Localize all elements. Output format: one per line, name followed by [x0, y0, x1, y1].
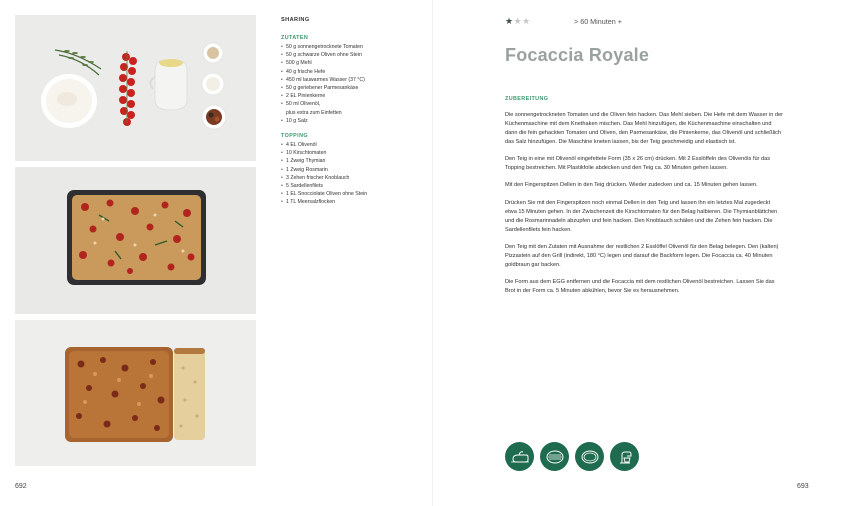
page-number-right: 693 [797, 483, 809, 490]
baking-dish-icon [575, 442, 604, 471]
sharing-label: SHARING [281, 17, 310, 23]
ingredient-item: • 2 EL Pinienkerne [281, 92, 421, 100]
rating-star-empty: ★★ [513, 16, 531, 26]
ingredient-section-heading: ZUTATEN [281, 35, 309, 41]
ingredient-item: • 40 g frische Hefe [281, 68, 421, 76]
preparation-step: Drücken Sie mit den Fingerspitzen noch einmal Dellen in den Teig und lassen ihn ein letztes Mal zugedeckt etwa 15 Minuten gehen. In der Zwischenzeit die Kirschtomaten für den Belag halbieren. Die Thymianblättchen und die Rosmarinnadeln abzupfen und fein hacken. Den Knoblauch schälen und die Zehen fein hacken. Die Sardellenfilets fein hacken. [505, 199, 778, 233]
ingredient-item: • 10 g Salz [281, 117, 421, 125]
page-number-left: 692 [15, 483, 27, 490]
ingredient-item: • 50 ml Olivenöl, [281, 100, 421, 108]
ingredient-list [281, 43, 421, 125]
ingredient-item: • 50 g schwarze Oliven ohne Stein [281, 51, 421, 59]
ingredient-item: • 500 g Mehl [281, 59, 421, 67]
ingredient-item: • 450 ml lauwarmes Wasser (37 °C) [281, 76, 421, 84]
ingredient-item: • 10 Kirschtomaten [281, 149, 421, 157]
ingredient-item: • 3 Zehen frischer Knoblauch [281, 174, 421, 182]
ingredient-item: • 4 EL Olivenöl [281, 141, 421, 149]
equipment-icons [505, 442, 639, 471]
preparation-step: Den Teig in eine mit Olivenöl eingefettete Form (35 x 26 cm) drücken. Mit 2 Esslöffeln des Olivenöls für das Topping bestreichen. Mit Plastikfolie abdecken und den Teig ca. 30 Minuten gehen lassen. [505, 156, 770, 172]
ingredient-item: • 1 Zweig Thymian [281, 157, 421, 165]
ingredient-item: • 50 g geriebener Parmesankäse [281, 84, 421, 92]
page-gutter [432, 0, 433, 506]
pizza-stone-icon [540, 442, 569, 471]
preparation-step: Die Form aus dem EGG entfernen und die Focaccia mit dem restlichen Olivenöl bestreichen. Lassen Sie das Brot in der Form ca. 5 Minuten abkühlen, bevor Sie es herausnehmen. [505, 279, 775, 295]
ingredients-column [281, 17, 421, 215]
ingredient-item: plus extra zum Einfetten [286, 109, 342, 116]
recipe-title: Focaccia Royale [505, 45, 650, 65]
preparation-heading: ZUBEREITUNG [505, 96, 549, 102]
cooking-time: > 60 Minuten + [574, 17, 622, 26]
ingredient-item: • 1 EL Snocciolate Oliven ohne Stein [281, 190, 421, 198]
preparation-step: Den Teig mit den Zutaten mit Ausnahme der restlichen 2 Esslöffel Olivenöl für den Belag belegen. Den (kalten) Pizzastein auf den Grill (indirekt, 180 °C) legen und darauf die Backform legen. Die Focaccia ca. 40 Minuten goldbraun gar backen. [505, 243, 779, 268]
difficulty-rating [505, 16, 531, 27]
ingredient-item: • 50 g sonnengetrocknete Tomaten [281, 43, 421, 51]
ingredient-section-heading: TOPPING [281, 133, 308, 140]
ingredient-list [281, 141, 421, 207]
ingredient-item: • 1 Zweig Rosmarin [281, 166, 421, 174]
baked-focaccia-photo [15, 320, 256, 466]
focaccia-in-pan-photo [15, 167, 256, 314]
preparation-section [505, 96, 783, 305]
ingredient-item: • 5 Sardellenfilets [281, 182, 421, 190]
rating-star-full: ★ [505, 16, 514, 26]
ingredients-flatlay-photo [15, 15, 256, 161]
convegg-icon [505, 442, 534, 471]
preparation-step: Die sonnengetrockneten Tomaten und die Oliven fein hacken. Das Mehl sieben. Die Hefe mit dem Wasser in der Küchenmaschine mit dem Knethaken mischen. Das Mehl hinzufügen, die Küchenmaschine einschalten und dann die fein gehackten Tomaten und Oliven, den Parmesankäse, die Pinienkerne, das Olivenöl und schließlich das Salz hinzufügen. Die Maschine kneten lassen, bis der Teig geschmeidig und elastisch ist. [505, 112, 783, 145]
ingredient-item: • 1 TL Meersalzflocken [281, 198, 421, 206]
preparation-step: Mit den Fingerspitzen Dellen in den Teig drücken. Wieder zudecken und ca. 15 Minuten gehen lassen. [505, 182, 758, 189]
stand-mixer-icon [610, 442, 639, 471]
